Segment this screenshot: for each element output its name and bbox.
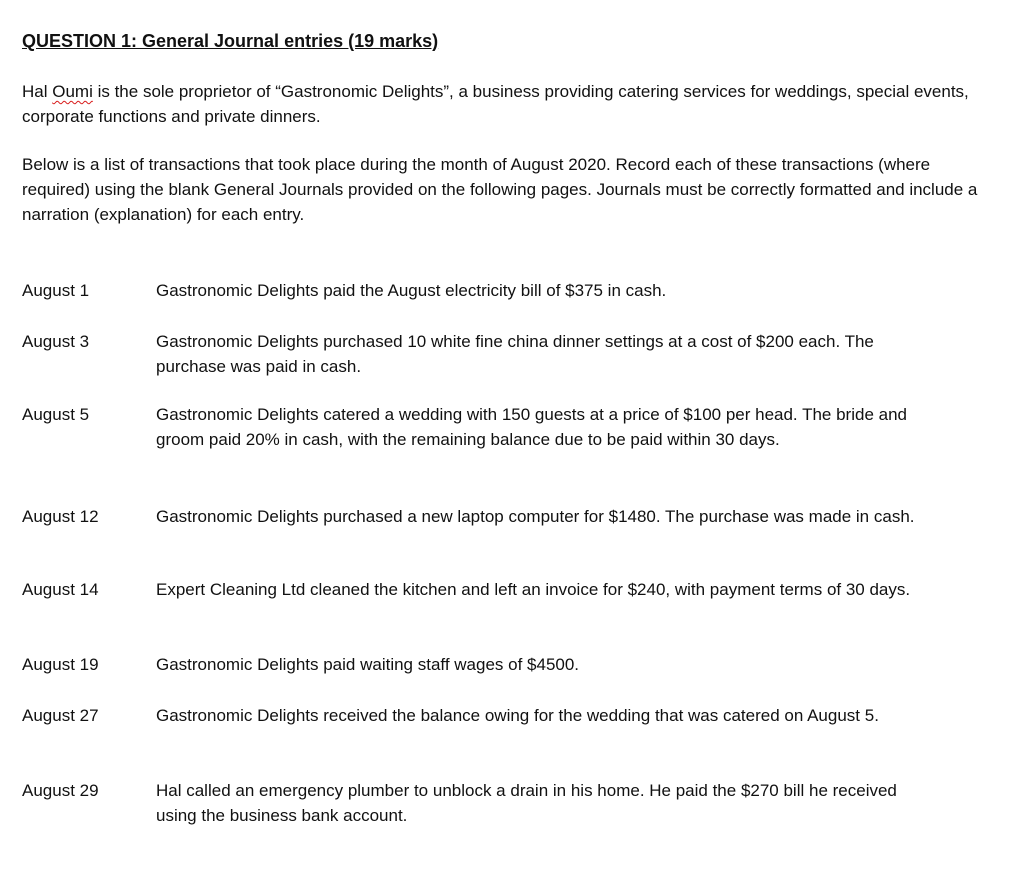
- transaction-date: August 29: [22, 781, 99, 800]
- transaction-date: August 14: [22, 580, 99, 599]
- transaction-date: August 5: [22, 405, 90, 424]
- intro-paragraph: [22, 79, 1002, 129]
- transaction-date: August 19: [22, 655, 99, 674]
- transaction-date: August 12: [22, 507, 99, 526]
- instructions-paragraph: Below is a list of transactions that took place during the month of August 2020. Record each of these transactions (where required) using the blank General Journals provided on the following pages. Journals must be correctly formatted and include a narration (explanation) for each entry.: [22, 155, 978, 224]
- transaction-date: August 1: [22, 281, 90, 300]
- proprietor-name: Oumi: [52, 82, 93, 101]
- transaction-description: Expert Cleaning Ltd cleaned the kitchen and left an invoice for $240, with payment terms of 30 days.: [156, 580, 911, 599]
- transaction-date: August 3: [22, 332, 90, 351]
- question-document: [22, 28, 1002, 825]
- question-title: QUESTION 1: General Journal entries (19 marks): [22, 31, 439, 51]
- transaction-description: Gastronomic Delights catered a wedding with 150 guests at a price of $100 per head. The bride and groom paid 20% in cash, with the remaining balance due to be paid within 30 days.: [156, 405, 907, 449]
- intro-suffix: is the sole proprietor of “Gastronomic Delights”, a business providing catering services for weddings, special events, corporate functions and private dinners.: [22, 82, 969, 126]
- transaction-description: Hal called an emergency plumber to unblock a drain in his home. He paid the $270 bill he received using the business bank account.: [156, 781, 897, 825]
- transaction-date: August 27: [22, 706, 99, 725]
- transaction-description: Gastronomic Delights paid the August electricity bill of $375 in cash.: [156, 281, 667, 300]
- transaction-description: Gastronomic Delights paid waiting staff wages of $4500.: [156, 655, 580, 674]
- intro-prefix: Hal: [22, 82, 53, 101]
- transaction-description: Gastronomic Delights received the balance owing for the wedding that was catered on August 5.: [156, 706, 879, 725]
- transaction-description: Gastronomic Delights purchased a new laptop computer for $1480. The purchase was made in cash.: [156, 507, 915, 526]
- transaction-description: Gastronomic Delights purchased 10 white fine china dinner settings at a cost of $200 each. The purchase was paid in cash.: [156, 332, 874, 376]
